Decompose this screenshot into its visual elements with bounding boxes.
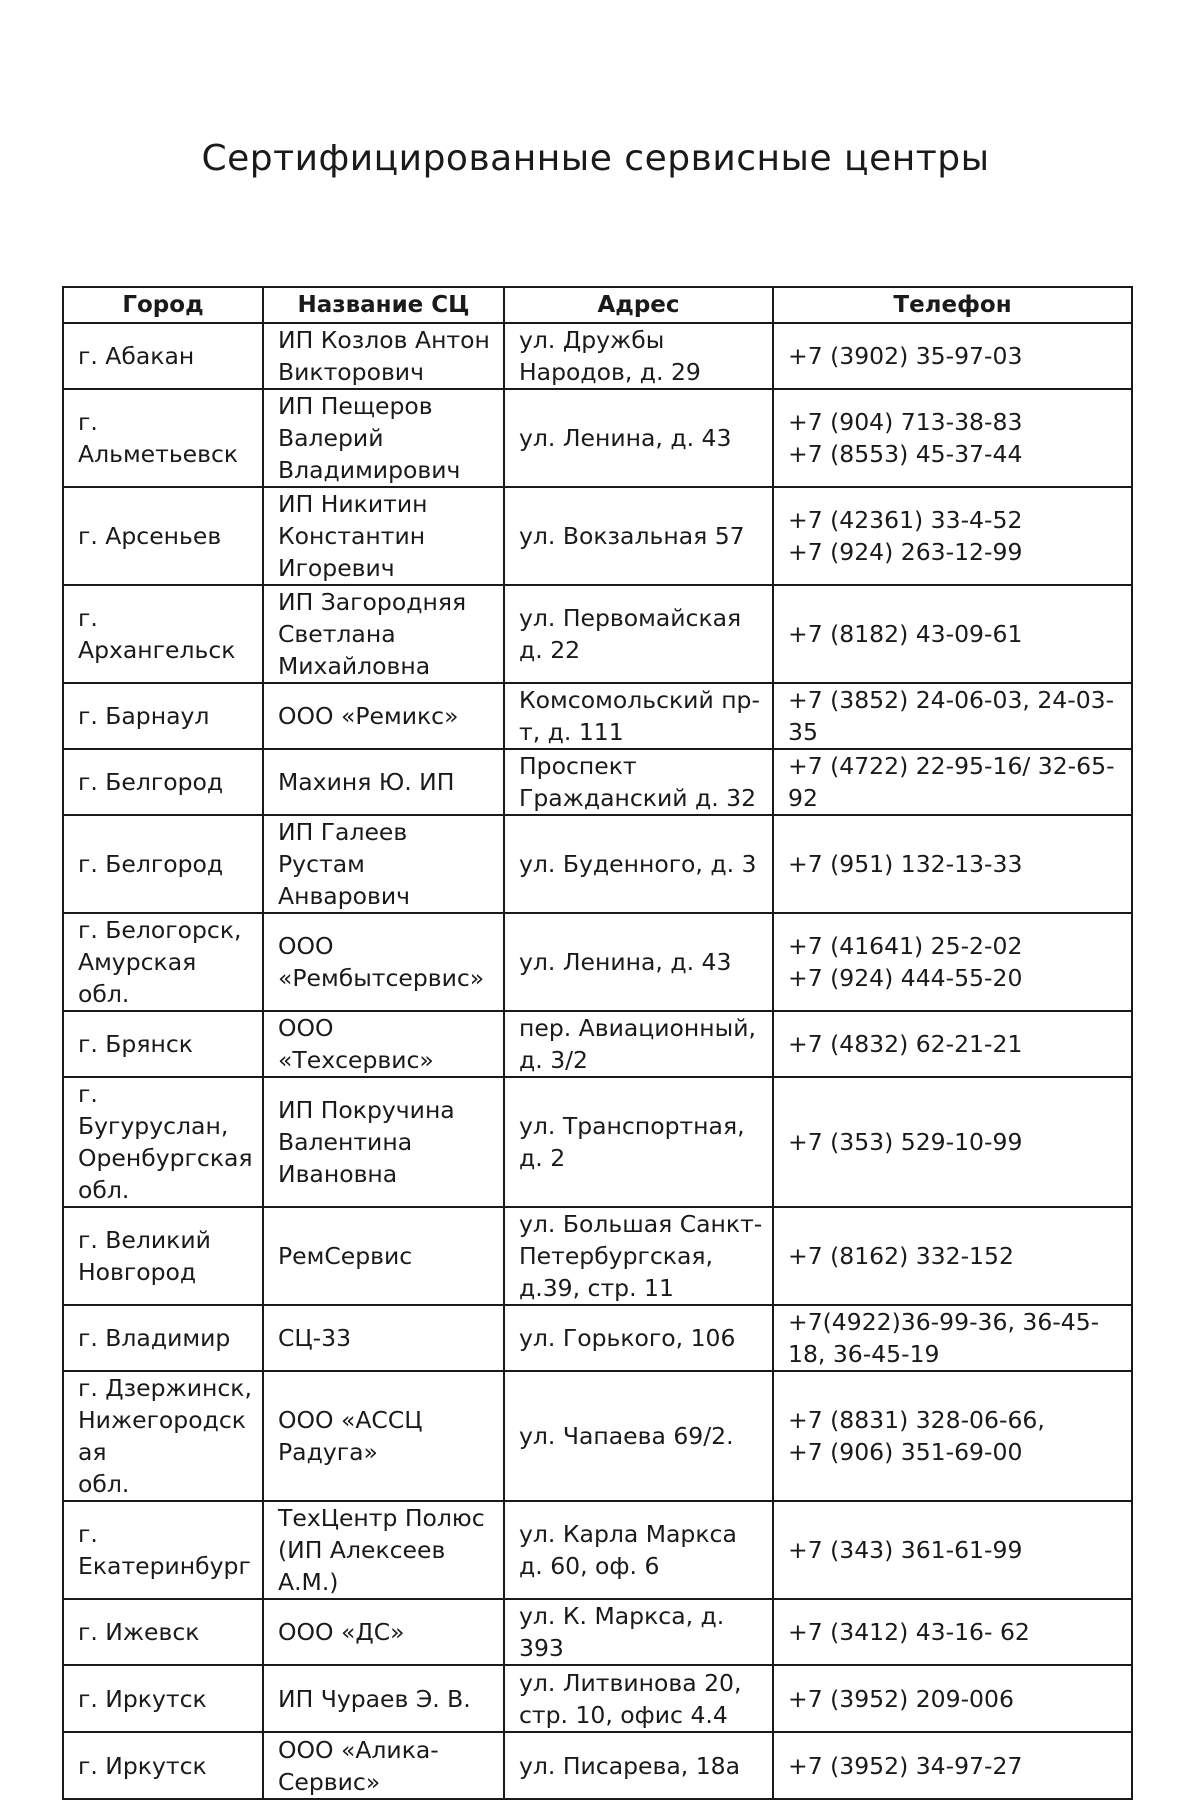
- cell-city: г. Альметьевск: [63, 389, 263, 487]
- cell-name: ООО «Рембытсервис»: [263, 913, 504, 1011]
- header-name: Название СЦ: [263, 287, 504, 323]
- cell-address: ул. Горького, 106: [504, 1305, 773, 1371]
- table-row: [63, 1207, 1132, 1305]
- cell-address: ул. Ленина, д. 43: [504, 389, 773, 487]
- cell-phone: +7 (353) 529-10-99: [773, 1077, 1132, 1207]
- cell-city: г. Барнаул: [63, 683, 263, 749]
- table-row: [63, 913, 1132, 1011]
- table-row: [63, 815, 1132, 913]
- service-centers-table: [62, 286, 1133, 1800]
- cell-phone: +7 (3412) 43-16- 62: [773, 1599, 1132, 1665]
- cell-city: г. Иркутск: [63, 1665, 263, 1732]
- cell-name: ИП Загородняя Светлана Михайловна: [263, 585, 504, 683]
- cell-city: г. Иркутск: [63, 1732, 263, 1799]
- cell-phone: +7 (3952) 34-97-27: [773, 1732, 1132, 1799]
- cell-city: г. Белгород: [63, 749, 263, 815]
- cell-phone: +7 (42361) 33-4-52 +7 (924) 263-12-99: [773, 487, 1132, 585]
- cell-city: г. Дзержинск, Нижегородская обл.: [63, 1371, 263, 1501]
- table-row: [63, 749, 1132, 815]
- cell-name: СЦ-33: [263, 1305, 504, 1371]
- cell-phone: +7 (3902) 35-97-03: [773, 323, 1132, 389]
- cell-phone: +7 (8162) 332-152: [773, 1207, 1132, 1305]
- cell-name: ООО «Ремикс»: [263, 683, 504, 749]
- cell-name: ООО «ДС»: [263, 1599, 504, 1665]
- cell-address: ул. Транспортная, д. 2: [504, 1077, 773, 1207]
- cell-name: ТехЦентр Полюс (ИП Алексеев А.М.): [263, 1501, 504, 1599]
- cell-city: г. Владимир: [63, 1305, 263, 1371]
- cell-city: г. Архангельск: [63, 585, 263, 683]
- cell-address: Комсомольский пр-т, д. 111: [504, 683, 773, 749]
- page-title: Сертифицированные сервисные центры: [201, 138, 990, 179]
- cell-address: ул. Буденного, д. 3: [504, 815, 773, 913]
- table-row: [63, 1077, 1132, 1207]
- cell-name: ООО «Алика-Сервис»: [263, 1732, 504, 1799]
- cell-phone: +7 (41641) 25-2-02 +7 (924) 444-55-20: [773, 913, 1132, 1011]
- cell-address: ул. Литвинова 20, стр. 10, офис 4.4: [504, 1665, 773, 1732]
- cell-address: ул. Карла Маркса д. 60, оф. 6: [504, 1501, 773, 1599]
- table-row: [63, 1305, 1132, 1371]
- table-row: [63, 389, 1132, 487]
- table-row: [63, 1599, 1132, 1665]
- cell-phone: +7(4922)36-99-36, 36-45-18, 36-45-19: [773, 1305, 1132, 1371]
- cell-name: Махиня Ю. ИП: [263, 749, 504, 815]
- cell-address: Проспект Гражданский д. 32: [504, 749, 773, 815]
- table-row: [63, 683, 1132, 749]
- table-row: [63, 487, 1132, 585]
- cell-city: г. Великий Новгород: [63, 1207, 263, 1305]
- cell-name: ИП Пещеров Валерий Владимирович: [263, 389, 504, 487]
- cell-phone: +7 (8182) 43-09-61: [773, 585, 1132, 683]
- cell-name: ИП Козлов Антон Викторович: [263, 323, 504, 389]
- cell-city: г. Арсеньев: [63, 487, 263, 585]
- cell-city: г. Абакан: [63, 323, 263, 389]
- cell-phone: +7 (3952) 209-006: [773, 1665, 1132, 1732]
- table-header-row: [63, 287, 1132, 323]
- cell-name: ИП Покручина Валентина Ивановна: [263, 1077, 504, 1207]
- cell-phone: +7 (4832) 62-21-21: [773, 1011, 1132, 1077]
- cell-phone: +7 (8831) 328-06-66, +7 (906) 351-69-00: [773, 1371, 1132, 1501]
- cell-phone: +7 (904) 713-38-83 +7 (8553) 45-37-44: [773, 389, 1132, 487]
- header-city: Город: [63, 287, 263, 323]
- cell-address: ул. Вокзальная 57: [504, 487, 773, 585]
- cell-address: ул. Чапаева 69/2.: [504, 1371, 773, 1501]
- cell-name: РемСервис: [263, 1207, 504, 1305]
- cell-phone: +7 (4722) 22-95-16/ 32-65-92: [773, 749, 1132, 815]
- header-address: Адрес: [504, 287, 773, 323]
- table-row: [63, 1665, 1132, 1732]
- cell-name: ИП Галеев Рустам Анварович: [263, 815, 504, 913]
- cell-name: ООО «АССЦ Радуга»: [263, 1371, 504, 1501]
- table-row: [63, 1732, 1132, 1799]
- header-phone: Телефон: [773, 287, 1132, 323]
- cell-address: ул. К. Маркса, д. 393: [504, 1599, 773, 1665]
- table-row: [63, 585, 1132, 683]
- cell-name: ООО «Техсервис»: [263, 1011, 504, 1077]
- cell-address: ул. Ленина, д. 43: [504, 913, 773, 1011]
- cell-phone: +7 (951) 132-13-33: [773, 815, 1132, 913]
- table-row: [63, 1371, 1132, 1501]
- cell-city: г. Белогорск, Амурская обл.: [63, 913, 263, 1011]
- cell-address: ул. Дружбы Народов, д. 29: [504, 323, 773, 389]
- table-row: [63, 323, 1132, 389]
- cell-address: пер. Авиационный, д. 3/2: [504, 1011, 773, 1077]
- cell-name: ИП Чураев Э. В.: [263, 1665, 504, 1732]
- cell-address: ул. Большая Санкт-Петербургская, д.39, стр. 11: [504, 1207, 773, 1305]
- cell-city: г. Бугуруслан, Оренбургская обл.: [63, 1077, 263, 1207]
- cell-address: ул. Писарева, 18а: [504, 1732, 773, 1799]
- cell-city: г. Белгород: [63, 815, 263, 913]
- cell-phone: +7 (3852) 24-06-03, 24-03-35: [773, 683, 1132, 749]
- cell-city: г. Брянск: [63, 1011, 263, 1077]
- cell-city: г. Екатеринбург: [63, 1501, 263, 1599]
- table-row: [63, 1501, 1132, 1599]
- table-row: [63, 1011, 1132, 1077]
- cell-address: ул. Первомайская д. 22: [504, 585, 773, 683]
- cell-city: г. Ижевск: [63, 1599, 263, 1665]
- cell-name: ИП Никитин Константин Игоревич: [263, 487, 504, 585]
- cell-phone: +7 (343) 361-61-99: [773, 1501, 1132, 1599]
